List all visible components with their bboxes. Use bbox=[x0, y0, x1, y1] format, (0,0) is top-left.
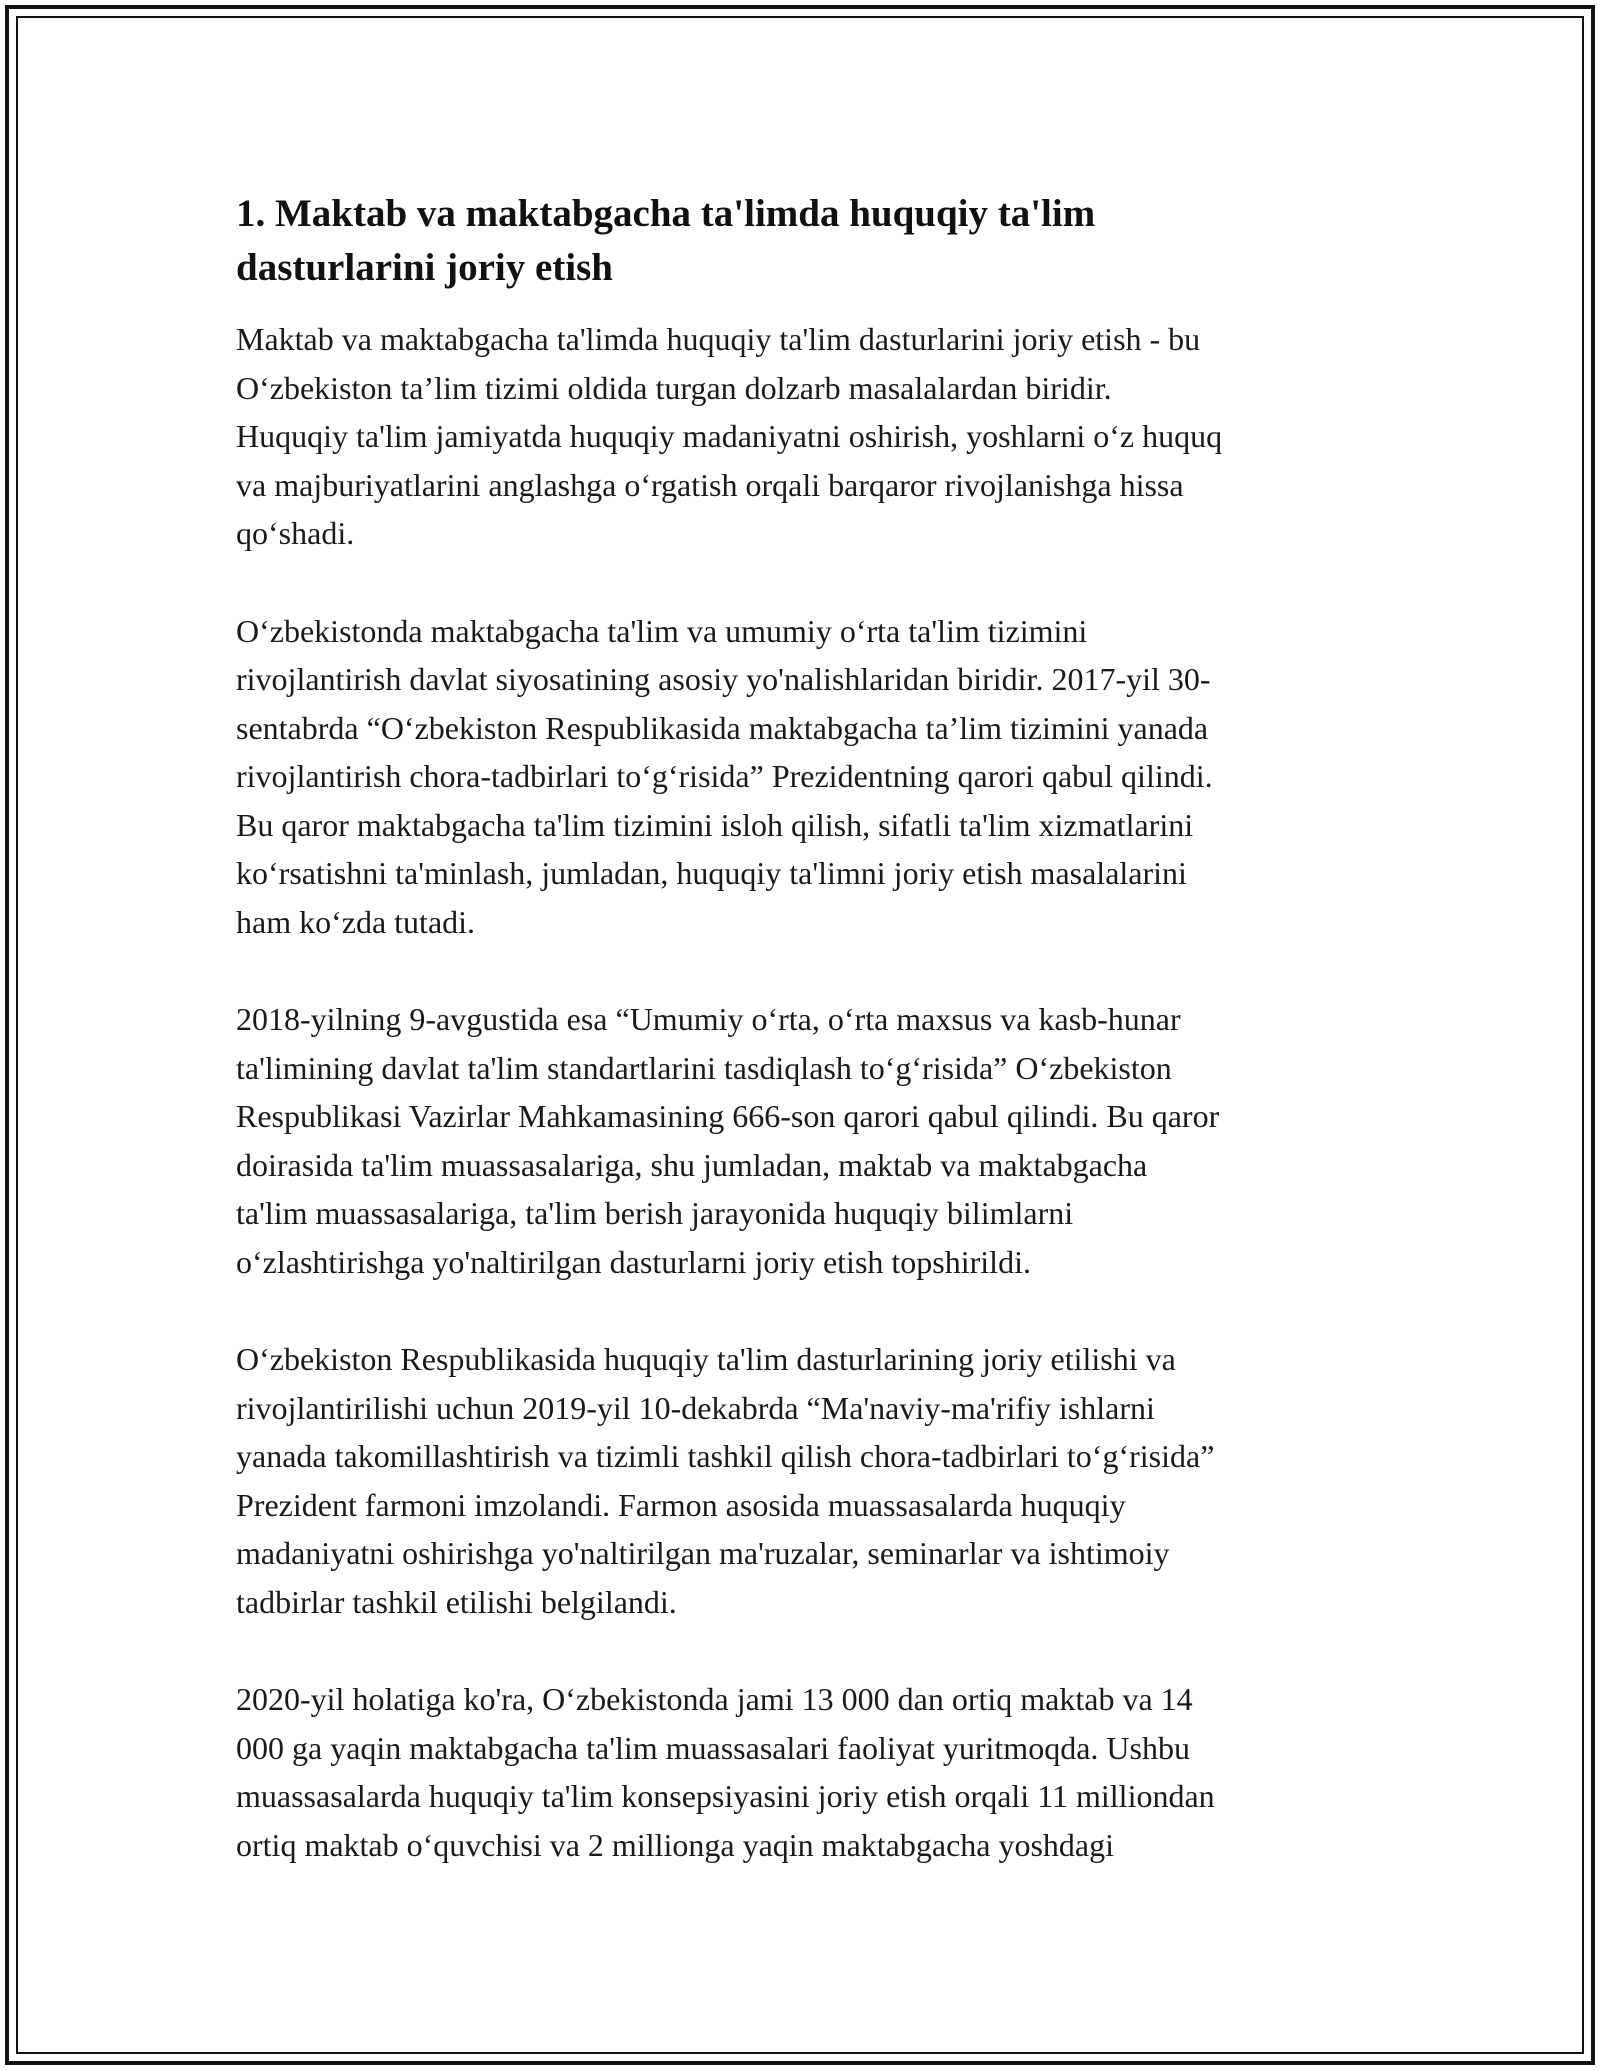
document-body bbox=[236, 187, 1376, 1918]
text-line: rivojlantirilishi uchun 2019-yil 10-dekabrda “Ma'naviy-ma'rifiy ishlarni bbox=[236, 1389, 1155, 1426]
text-line: va majburiyatlarini anglashga o‘rgatish orqali barqaror rivojlanishga hissa bbox=[236, 466, 1184, 503]
text-line: 2018-yilning 9-avgustida esa “Umumiy o‘rta, o‘rta maxsus va kasb-hunar bbox=[236, 1001, 1181, 1037]
paragraph-2017-decree bbox=[236, 607, 1376, 947]
text-line: ta'limining davlat ta'lim standartlarini tasdiqlash to‘g‘risida” O‘zbekiston bbox=[236, 1049, 1172, 1086]
text-line: 000 ga yaqin maktabgacha ta'lim muassasalari faoliyat yuritmoqda. Ushbu bbox=[236, 1729, 1190, 1766]
text-line: ta'lim muassasalariga, ta'lim berish jarayonida huquqiy bilimlarni bbox=[236, 1195, 1074, 1231]
text-line: ham ko‘zda tutadi. bbox=[236, 903, 476, 940]
text-line: Maktab va maktabgacha ta'limda huquqiy ta'lim dasturlarini joriy etish - bu bbox=[236, 321, 1201, 357]
text-line: doirasida ta'lim muassasalariga, shu jumladan, maktab va maktabgacha bbox=[236, 1146, 1148, 1183]
text-line: O‘zbekiston Respublikasida huquqiy ta'lim dasturlarining joriy etilishi va bbox=[236, 1341, 1176, 1377]
paragraph-2019-decree bbox=[236, 1335, 1376, 1626]
paragraph-intro bbox=[236, 315, 1376, 558]
text-line: O‘zbekistonda maktabgacha ta'lim va umumiy o‘rta ta'lim tizimini bbox=[236, 612, 1088, 649]
section-title-line: 1. Maktab va maktabgacha ta'limda huquqiy ta'lim bbox=[236, 192, 1096, 235]
section-title-line: dasturlarini joriy etish bbox=[236, 246, 613, 289]
text-line: O‘zbekiston ta’lim tizimi oldida turgan dolzarb masalalardan biridir. bbox=[236, 369, 1112, 406]
text-line: ortiq maktab o‘quvchisi va 2 millionga yaqin maktabgacha yoshdagi bbox=[236, 1826, 1115, 1863]
text-line: 2020-yil holatiga ko'ra, O‘zbekistonda jami 13 000 dan ortiq maktab va 14 bbox=[236, 1681, 1193, 1717]
text-line: rivojlantirish davlat siyosatining asosiy yo'nalishlaridan biridir. 2017-yil 30- bbox=[236, 661, 1211, 697]
text-line: Bu qaror maktabgacha ta'lim tizimini isloh qilish, sifatli ta'lim xizmatlarini bbox=[236, 806, 1194, 843]
text-line: yanada takomillashtirish va tizimli tashkil qilish chora-tadbirlari to‘g‘risida” bbox=[236, 1438, 1215, 1474]
section-title bbox=[236, 187, 1376, 295]
text-line: qo‘shadi. bbox=[236, 515, 355, 551]
text-line: madaniyatni oshirishga yo'naltirilgan ma'ruzalar, seminarlar va ishtimoiy bbox=[236, 1535, 1170, 1571]
text-line: sentabrda “O‘zbekiston Respublikasida maktabgacha ta’lim tizimini yanada bbox=[236, 709, 1209, 746]
text-line: Huquqiy ta'lim jamiyatda huquqiy madaniyatni oshirish, yoshlarni o‘z huquq bbox=[236, 418, 1223, 454]
text-line: rivojlantirish chora-tadbirlari to‘g‘risida” Prezidentning qarori qabul qilindi. bbox=[236, 758, 1213, 794]
text-line: Prezident farmoni imzolandi. Farmon asosida muassasalarda huquqiy bbox=[236, 1486, 1126, 1523]
text-line: tadbirlar tashkil etilishi belgilandi. bbox=[236, 1583, 677, 1620]
text-line: o‘zlashtirishga yo'naltirilgan dasturlarni joriy etish topshirildi. bbox=[236, 1243, 1031, 1280]
text-line: muassasalarda huquqiy ta'lim konsepsiyasini joriy etish orqali 11 milliondan bbox=[236, 1778, 1215, 1814]
text-line: ko‘rsatishni ta'minlash, jumladan, huquqiy ta'limni joriy etish masalalarini bbox=[236, 855, 1187, 891]
paragraph-2020-statistics bbox=[236, 1675, 1376, 1869]
paragraph-2018-resolution bbox=[236, 995, 1376, 1286]
text-line: Respublikasi Vazirlar Mahkamasining 666-son qarori qabul qilindi. Bu qaror bbox=[236, 1098, 1220, 1134]
